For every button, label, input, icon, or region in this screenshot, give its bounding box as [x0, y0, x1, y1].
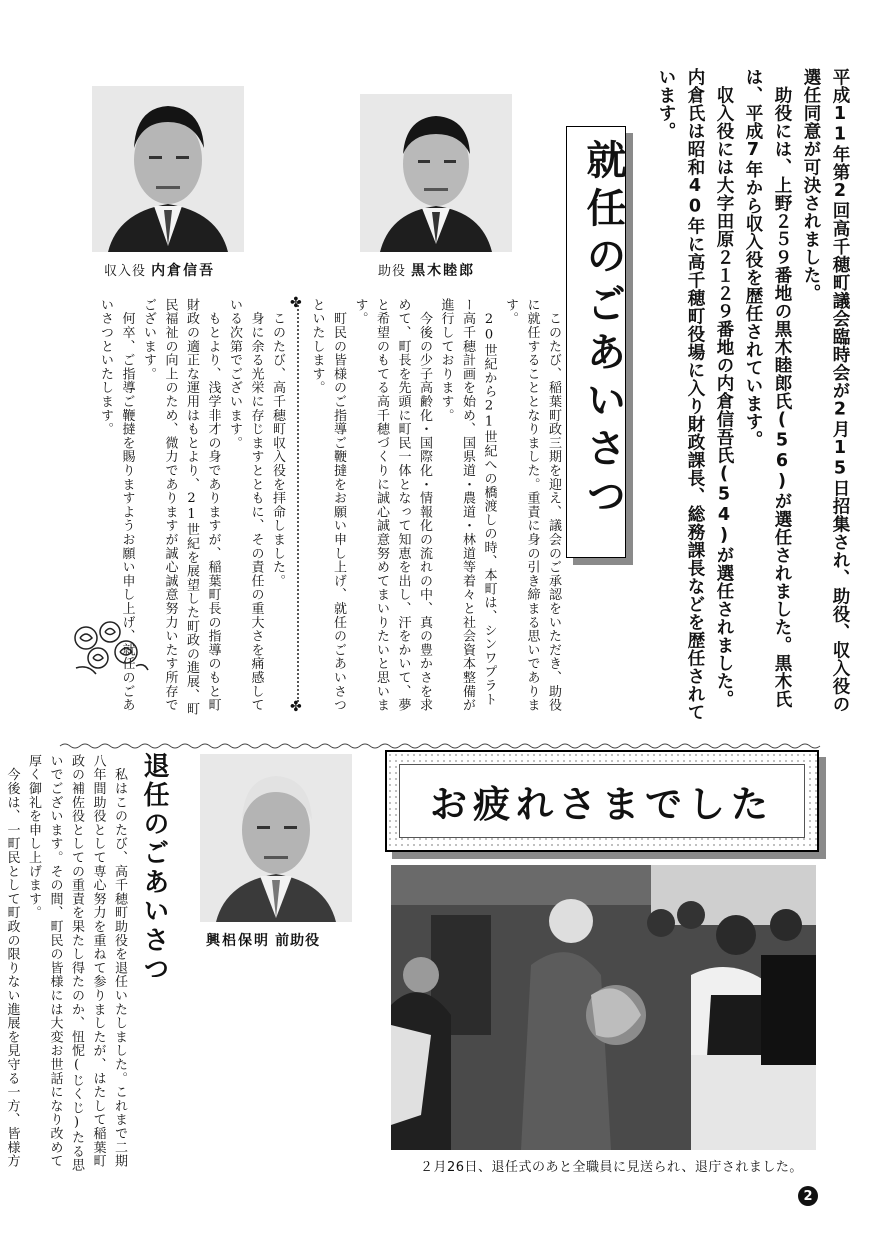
retirement-subheading: 退任のごあいさつ [139, 752, 169, 984]
treasurer-portrait [92, 86, 244, 252]
treasurer-role: 収入役 [104, 264, 147, 279]
send-off-photo [391, 865, 816, 1150]
retirement-greeting-continued [170, 966, 388, 1176]
deputy-caption [378, 260, 475, 280]
page-number [798, 1186, 818, 1206]
retirement-heading: お疲れさまでした [430, 783, 774, 826]
divider-ornament-icon: ✤ [290, 699, 302, 715]
rose-icon [66, 618, 150, 680]
retiree-name: 興梠保明 [206, 933, 270, 949]
photo-caption: ２月26日、退任式のあと全職員に見送られ、退庁されました。 [420, 1160, 803, 1175]
inauguration-heading: 就任のごあいさつ [580, 139, 626, 523]
retiree-role: 前助役 [275, 933, 321, 949]
retirement-banner [385, 750, 819, 852]
retiree-portrait [200, 754, 352, 922]
deputy-portrait [360, 94, 512, 252]
deputy-name: 黒木睦郎 [411, 263, 476, 279]
retirement-greeting: 私はこのたび、高千穂町助役を退任いたしました。これまで二期八年間助役として専心努力を重ねて参りましたが、はたして稲葉町政の補佐役としての重責を果たし得たのか、忸怩(じくじ)たる思いでございます。その間、町民の皆様には大変お世話になり改めて厚く御礼を申し上げます。 今後は、一町民として町政の限りない進展を見守る一方、皆様方 [4, 754, 127, 1172]
treasurer-caption [104, 260, 215, 280]
page-number-label: 2 [803, 1188, 813, 1204]
intro-text: 平成11年第2回高千穂町議会臨時会が2月15日招集され、助役、収入役の選任同意が可決されました。 助役には、上野２５９番地の黒木睦郎氏(56)が選任されました。黒木氏は、平成7年から収入役を歴任されています。 収入役には大字田原２１２９番地の内倉信吾氏(54)が選任されました。内倉氏は昭和40年に高千穂町役場に入り財政課長、総務課長などを歴任されています。 [656, 68, 850, 721]
deputy-greeting: このたび、稲葉町政三期を迎え、議会のご承認をいただき、助役に就任することとなりました。重責に身の引き締まる思いであります。 20世紀から21世紀への橋渡しの時、本町は、シンワプラトー高千穂計画を始め、国県道・農道・林道等着々と社会資本整備が進行しております。 今後の少子高齢化・国際化・情報化の流れの中、真の豊かさを求めて、町長を先頭に町民一体となって知恵を出し、汗をかいて、夢と希望のもてる高千穂づくりに誠心誠意努めてまいりたいと思います。 町民の皆様のご指導ご鞭撻をお願い申し上げ、就任のごあいさつといたします。 [309, 298, 561, 712]
treasurer-greeting: このたび、高千穂町収入役を拝命しました。 身に余る光栄に存じますとともに、その責任の重大さを痛感している次第でございます。 もとより、浅学非才の身でありますが、稲葉町長の指導のもと町財政の適正な運用はもとより、21世紀を展望した町政の進展、町民福祉の向上のため、微力でありますが誠心誠意努力いたす所存でございます。 何卒、ご指導ご鞭撻を賜りますようお願い申し上げ、就任のごあいさつといたします。 [98, 298, 285, 716]
divider-ornament-icon: ✤ [290, 295, 302, 311]
retiree-caption [206, 930, 320, 950]
section-divider [60, 735, 820, 743]
deputy-role: 助役 [378, 264, 407, 279]
inauguration-heading-box [566, 126, 626, 558]
retirement-banner-inner [399, 764, 805, 838]
treasurer-name: 内倉信吾 [151, 263, 216, 279]
greeting-divider [297, 302, 299, 702]
